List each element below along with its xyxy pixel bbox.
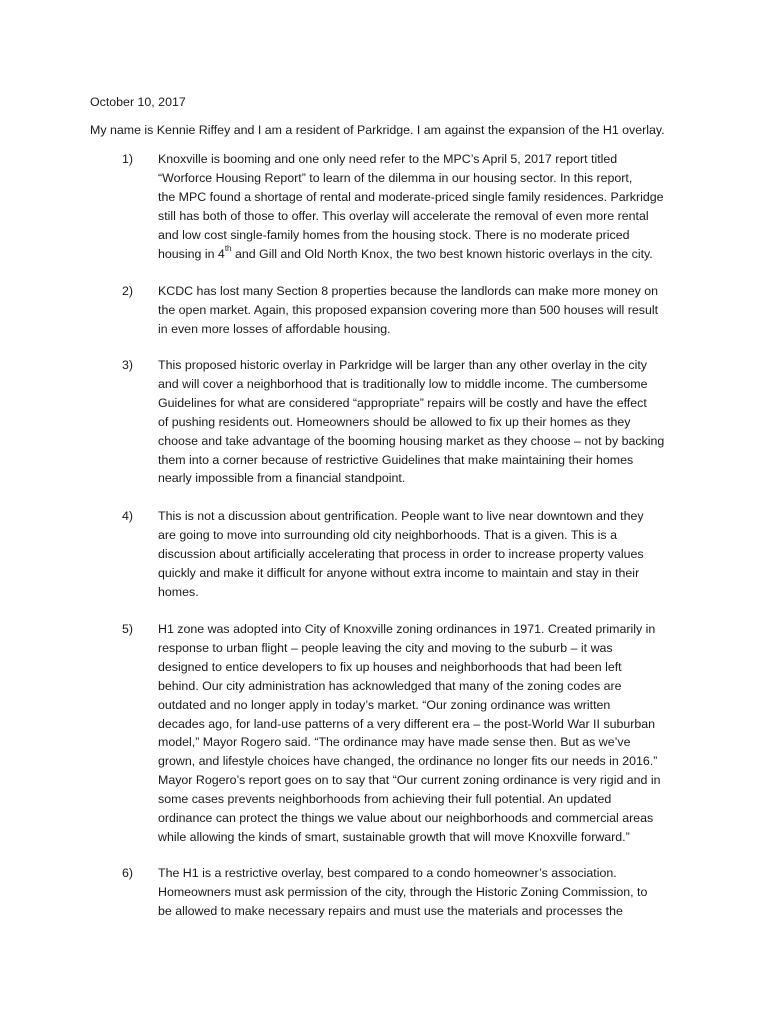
list-item-line: The H1 is a restrictive overlay, best compared to a condo homeowner’s association. (158, 866, 617, 880)
list-item-line: Homeowners must ask permission of the city, through the Historic Zoning Commission, to (158, 884, 648, 899)
list-item-line: ordinance can protect the things we value about our neighborhoods and commercial areas (158, 811, 654, 826)
line-segment: and Gill and Old North Knox, the two best known historic overlays in the city. (231, 246, 653, 261)
list-item-line: decades ago, for land-use patterns of a very different era – the post-World War II suburban (158, 716, 656, 731)
list-item-line: homes. (158, 584, 199, 599)
list-item-text (158, 507, 682, 602)
list-item-6 (122, 864, 682, 921)
list-item-2 (122, 282, 682, 339)
list-item-line (158, 245, 682, 264)
list-item-1 (122, 150, 682, 263)
list-item-line: grown, and lifestyle choices have changed, the ordinance no longer fits our needs in 2016.” (158, 754, 658, 769)
list-item-5 (122, 620, 682, 847)
list-item-line: nearly impossible from a financial standpoint. (158, 471, 406, 486)
list-item-line: be allowed to make necessary repairs and must use the materials and processes the (158, 903, 623, 918)
list-item-line: quickly and make it difficult for anyone without extra income to maintain and stay in their (158, 565, 640, 580)
list-item-line: and low cost single-family homes from the housing stock. There is no moderate priced (158, 227, 630, 242)
list-item-line: H1 zone was adopted into City of Knoxville zoning ordinances in 1971. Created primarily in (158, 622, 656, 636)
list-item-line: model,” Mayor Rogero said. “The ordinance may have made sense then. But as we’ve (158, 735, 631, 750)
list-item-line: some cases prevents neighborhoods from achieving their full potential. An updated (158, 792, 612, 807)
list-item-line: and will cover a neighborhood that is traditionally low to middle income. The cumbersome (158, 376, 648, 391)
list-item-line: “Worforce Housing Report” to learn of the dilemma in our housing sector. In this report, (158, 170, 633, 185)
list-item-number: 6) (122, 866, 134, 880)
list-item-line: Mayor Rogero’s report goes on to say that “Our current zoning ordinance is very rigid and in (158, 773, 661, 788)
letter-intro: My name is Kennie Riffey and I am a resident of Parkridge. I am against the expansion of the H1 overlay. (90, 123, 665, 137)
list-item-number: 3) (122, 358, 134, 372)
list-item-line: KCDC has lost many Section 8 properties because the landlords can make more money on (158, 284, 659, 298)
list-item-line: the MPC found a shortage of rental and moderate-priced single family residences. Parkridge (158, 189, 664, 204)
list-item-text (158, 620, 682, 847)
list-item-line: discussion about artificially accelerating that process in order to increase property values (158, 546, 644, 561)
superscript: th (224, 244, 232, 254)
list-item-line: This is not a discussion about gentrification. People want to live near downtown and they (158, 509, 644, 523)
list-item-number: 5) (122, 622, 134, 636)
list-item-line: Guidelines for what are considered “appropriate” repairs will be costly and have the effect (158, 395, 647, 410)
list-item-line: while allowing the kinds of smart, sustainable growth that will move Knoxville forward.” (158, 829, 630, 844)
list-item-line: choose and take advantage of the booming housing market as they choose – not by backing (158, 433, 665, 448)
list-item-line: behind. Our city administration has acknowledged that many of the zoning codes are (158, 678, 622, 693)
list-item-text (158, 864, 682, 921)
list-item-line: This proposed historic overlay in Parkridge will be larger than any other overlay in the city (158, 358, 647, 372)
list-item-number: 4) (122, 509, 134, 523)
line-segment: housing in 4 (158, 246, 225, 261)
list-item-line: still has both of those to offer. This overlay will accelerate the removal of even more rental (158, 208, 649, 223)
list-item-line: outdated and no longer apply in today’s market. “Our zoning ordinance was written (158, 697, 611, 712)
list-item-text (158, 356, 682, 488)
list-item-line: in even more losses of affordable housing. (158, 321, 391, 336)
list-item-line: the open market. Again, this proposed expansion covering more than 500 houses will result (158, 302, 659, 317)
list-item-line: designed to entice developers to fix up houses and neighborhoods that had been left (158, 659, 622, 674)
list-item-line: of pushing residents out. Homeowners should be allowed to fix up their homes as they (158, 414, 631, 429)
list-item-line: are going to move into surrounding old city neighborhoods. That is a given. This is a (158, 527, 617, 542)
list-item-line: response to urban flight – people leaving the city and moving to the suburb – it was (158, 640, 613, 655)
list-item-number: 2) (122, 284, 134, 298)
list-item-text (158, 282, 682, 339)
list-item-number: 1) (122, 152, 134, 166)
letter-date: October 10, 2017 (90, 95, 186, 109)
list-item-line: Knoxville is booming and one only need refer to the MPC’s April 5, 2017 report titled (158, 152, 618, 166)
list-item-3 (122, 356, 682, 488)
list-item-line: them into a corner because of restrictive Guidelines that make maintaining their homes (158, 452, 634, 467)
list-item-4 (122, 507, 682, 602)
list-item-text (158, 150, 682, 263)
